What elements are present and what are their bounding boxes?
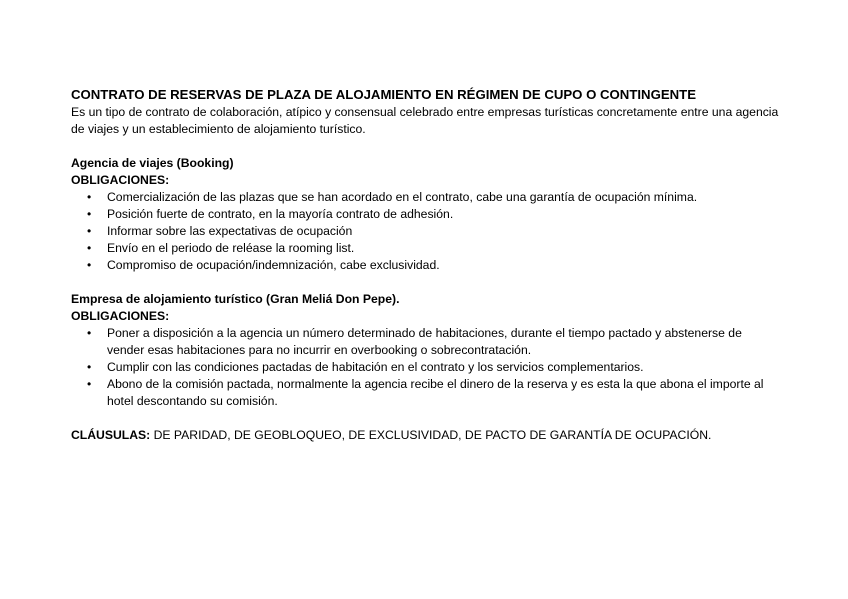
clauses-label: CLÁUSULAS:: [71, 428, 151, 442]
list-item: [71, 325, 781, 359]
document-title: CONTRATO DE RESERVAS DE PLAZA DE ALOJAMIENTO EN RÉGIMEN DE CUPO O CONTINGENTE: [71, 87, 696, 102]
list-item: [71, 257, 781, 274]
bullet-icon: •: [87, 207, 92, 221]
bullet-icon: •: [87, 241, 92, 255]
list-item-text: Comercialización de las plazas que se han acordado en el contrato, cabe una garantía de ocupación mínima.: [107, 190, 698, 204]
document-page: [71, 86, 781, 444]
list-item-text: Cumplir con las condiciones pactadas de habitación en el contrato y los servicios complementarios.: [107, 360, 644, 374]
clauses-text: DE PARIDAD, DE GEOBLOQUEO, DE EXCLUSIVIDAD, DE PACTO DE GARANTÍA DE OCUPACIÓN.: [150, 428, 712, 442]
obligations-label-empresa: OBLIGACIONES:: [71, 309, 170, 323]
list-item-text: Poner a disposición a la agencia un número determinado de habitaciones, durante el tiempo pactado y abstenerse de vender esas habitaciones para no incurrir en overbooking o sobrecontratación.: [107, 326, 742, 357]
list-item-text: Informar sobre las expectativas de ocupación: [107, 224, 353, 238]
list-item-text: Abono de la comisión pactada, normalmente la agencia recibe el dinero de la reserva y es esta la que abona el importe al hotel descontando su comisión.: [107, 377, 764, 408]
bullet-icon: •: [87, 360, 92, 374]
obligations-label-agencia: OBLIGACIONES:: [71, 173, 170, 187]
list-item: [71, 376, 781, 410]
list-item: [71, 189, 781, 206]
list-item: [71, 359, 781, 376]
intro-paragraph: Es un tipo de contrato de colaboración, atípico y consensual celebrado entre empresas turísticas concretamente entre una agencia de viajes y un establecimiento de alojamiento turístico.: [71, 105, 779, 136]
list-item: [71, 206, 781, 223]
bullet-icon: •: [87, 190, 92, 204]
section-heading-agencia: Agencia de viajes (Booking): [71, 156, 234, 170]
bullet-icon: •: [87, 377, 92, 391]
list-item-text: Compromiso de ocupación/indemnización, cabe exclusividad.: [107, 258, 440, 272]
list-item: [71, 240, 781, 257]
list-item-text: Posición fuerte de contrato, en la mayoría contrato de adhesión.: [107, 207, 454, 221]
bullet-icon: •: [87, 224, 92, 238]
clauses-line: [71, 427, 781, 444]
section-heading-empresa: Empresa de alojamiento turístico (Gran Meliá Don Pepe).: [71, 292, 400, 306]
bullet-icon: •: [87, 258, 92, 272]
obligations-list-empresa: [71, 325, 781, 410]
bullet-icon: •: [87, 326, 92, 340]
list-item: [71, 223, 781, 240]
list-item-text: Envío en el periodo de reléase la rooming list.: [107, 241, 355, 255]
obligations-list-agencia: [71, 189, 781, 274]
